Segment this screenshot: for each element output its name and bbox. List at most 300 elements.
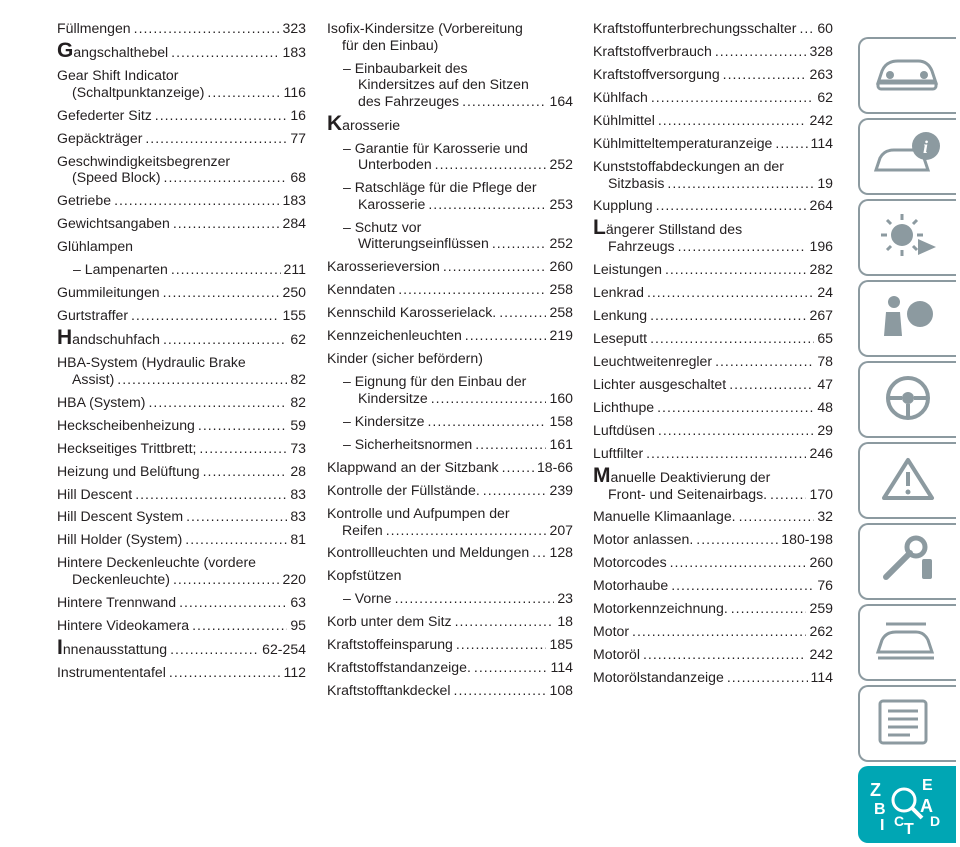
leader-dots [465, 327, 547, 344]
svg-text:T: T [904, 821, 914, 834]
index-entry-label: Gear Shift Indicator [57, 66, 179, 83]
page-number[interactable]: 18-66 [536, 458, 573, 475]
multimedia-tab[interactable] [858, 685, 956, 762]
index-entry-label: Front- und Seitenairbags. [608, 485, 768, 502]
leader-dots [199, 440, 287, 457]
index-entry-label: – Ratschläge für die Pflege der [343, 179, 537, 196]
index-entry-label: – Lampenarten [73, 261, 168, 278]
page-number[interactable]: 82 [290, 370, 306, 387]
index-entry[interactable] [327, 219, 573, 252]
index-entry-label: Karosserieversion [327, 258, 440, 275]
page-number[interactable]: 29 [817, 421, 833, 438]
svg-text:C: C [894, 813, 905, 829]
leader-dots [656, 197, 807, 214]
index-entry-label: nnenausstattung [62, 641, 168, 657]
page-number[interactable]: 220 [282, 571, 306, 588]
leader-dots [499, 304, 546, 321]
leader-dots [207, 84, 280, 101]
index-entry-label: Heckscheibenheizung [57, 416, 195, 433]
index-entry-label: Kindersitzes auf den Sitzen [358, 76, 529, 93]
index-entry[interactable] [57, 326, 306, 349]
page-number[interactable]: 183 [282, 192, 306, 209]
page-number[interactable]: 62 [817, 88, 833, 105]
index-entry[interactable] [327, 60, 573, 110]
index-entry[interactable] [593, 353, 833, 370]
index-entry[interactable] [593, 399, 833, 416]
leader-dots [670, 554, 807, 571]
index-entry[interactable] [57, 192, 306, 209]
leader-dots [502, 459, 534, 476]
index-entry[interactable] [57, 261, 306, 278]
page-number[interactable]: 170 [809, 485, 833, 502]
maintenance-tab[interactable] [858, 523, 956, 600]
page-number[interactable]: 28 [290, 462, 306, 479]
page-number[interactable]: 155 [282, 307, 306, 324]
list-icon [872, 697, 942, 747]
page-number[interactable]: 263 [809, 65, 833, 82]
page-number[interactable]: 60 [817, 20, 833, 36]
leader-dots [203, 463, 288, 480]
index-entry[interactable] [593, 646, 833, 663]
index-entry[interactable] [593, 376, 833, 393]
index-capital-letter: M [593, 463, 611, 487]
index-column-1 [57, 20, 306, 687]
leader-dots [678, 238, 807, 255]
index-column-2 [327, 20, 573, 705]
index-entry-label: Kraftstoffverbrauch [593, 42, 712, 59]
leader-dots [435, 156, 547, 173]
index-entry-label: Kunststoffabdeckungen an der [593, 157, 784, 174]
page-number[interactable]: 253 [549, 195, 573, 212]
page-number[interactable]: 95 [290, 617, 306, 634]
index-entry[interactable] [593, 422, 833, 439]
leader-dots [650, 307, 806, 324]
index-column-3 [593, 20, 833, 692]
index-entry[interactable] [593, 197, 833, 214]
index-entry-label: Luftfilter [593, 444, 644, 461]
index-entry-label: Instrumententafel [57, 663, 166, 680]
page-number[interactable]: 259 [809, 600, 833, 617]
index-entry-label: Gepäckträger [57, 129, 143, 146]
leader-dots [164, 169, 288, 186]
index-entry[interactable] [593, 135, 833, 152]
leader-dots [173, 571, 280, 588]
index-entry[interactable] [327, 258, 573, 275]
index-entry-label: (Speed Block) [72, 169, 161, 186]
index-entry-label: Hintere Deckenleuchte (vordere [57, 554, 256, 571]
leader-dots [532, 544, 546, 561]
index-entry[interactable] [327, 373, 573, 406]
page-number[interactable]: 114 [810, 669, 833, 686]
index-entry[interactable] [327, 682, 573, 699]
page-number[interactable]: 32 [817, 508, 833, 525]
index-capital-letter: K [327, 111, 343, 135]
index-capital-letter: L [593, 216, 606, 240]
warning-tab[interactable] [858, 442, 956, 519]
index-entry[interactable] [593, 463, 833, 502]
info-tab[interactable] [858, 118, 956, 195]
svg-text:Z: Z [870, 780, 881, 800]
index-entry[interactable] [593, 261, 833, 278]
index-entry-label: Kontrollleuchten und Meldungen [327, 544, 530, 561]
page-number[interactable]: 76 [817, 577, 833, 594]
lights-tab[interactable] [858, 199, 956, 276]
index-entry[interactable] [327, 413, 573, 430]
index-entry-label: Luftdüsen [593, 421, 655, 438]
page-number[interactable]: 252 [549, 235, 573, 252]
page-number[interactable]: 68 [290, 169, 306, 186]
index-entry-label: Motorkennzeichnung. [593, 600, 728, 617]
index-entry[interactable] [57, 594, 306, 611]
page-number[interactable]: 78 [817, 352, 833, 369]
index-entry[interactable] [327, 179, 573, 212]
index-entry[interactable] [57, 238, 306, 255]
index-entry-label: Kenndaten [327, 281, 396, 298]
page-number[interactable]: 108 [549, 682, 573, 699]
index-entry[interactable] [327, 281, 573, 298]
index-entry-label: angschalthebel [73, 43, 169, 60]
index-entry[interactable] [57, 67, 306, 100]
index-entry-label: Leseputt [593, 330, 648, 346]
index-entry-label: – Eignung für den Einbau der [343, 373, 527, 390]
leader-dots [117, 371, 287, 388]
index-entry[interactable] [327, 140, 573, 173]
index-entry[interactable] [593, 531, 833, 548]
technical-data-tab[interactable] [858, 604, 956, 681]
leader-dots [492, 235, 547, 252]
info-car-icon [872, 130, 942, 180]
page-number[interactable]: 63 [290, 594, 306, 611]
airbag-icon [872, 292, 942, 342]
index-entry-label: Motorölstandanzeige [593, 669, 724, 686]
leader-dots [651, 89, 814, 106]
svg-text:E: E [922, 777, 933, 794]
index-entry[interactable] [327, 111, 573, 135]
page-number[interactable]: 260 [809, 554, 833, 571]
index-entry[interactable] [327, 659, 573, 676]
index-entry-label: – Garantie für Karosserie und [343, 139, 528, 156]
light-bulb-icon [872, 211, 942, 261]
index-entry-label: Fahrzeugs [608, 238, 675, 255]
leader-dots [185, 531, 287, 548]
leader-dots [427, 413, 546, 430]
leader-dots [671, 577, 814, 594]
index-entry-label: Deckenleuchte) [72, 571, 170, 588]
page-number[interactable]: 239 [549, 481, 573, 498]
index-entry[interactable] [57, 307, 306, 324]
index-entry[interactable] [327, 482, 573, 499]
index-entry[interactable] [593, 600, 833, 617]
page-number[interactable]: 73 [290, 439, 306, 456]
index-capital-letter: G [57, 38, 74, 62]
index-entry-label: Kupplung [593, 197, 653, 214]
leader-dots [474, 659, 548, 676]
index-entry[interactable] [593, 43, 833, 60]
leader-dots [647, 284, 814, 301]
index-entry[interactable] [593, 89, 833, 106]
index-entry-label: Kühlmitteltemperaturanzeige [593, 134, 773, 151]
index-entry[interactable] [327, 505, 573, 538]
page-number[interactable]: 185 [549, 636, 573, 653]
page-number[interactable]: 81 [290, 531, 306, 548]
page-number[interactable]: 47 [817, 375, 833, 392]
index-entry[interactable] [593, 158, 833, 191]
index-entry-label: Kinder (sicher befördern) [327, 350, 483, 367]
leader-dots [386, 522, 547, 539]
page-number[interactable]: 62-254 [262, 641, 306, 657]
index-entry[interactable] [593, 216, 833, 255]
steering-tab[interactable] [858, 361, 956, 438]
page-number[interactable]: 114 [550, 659, 573, 676]
index-entry-label: Geschwindigkeitsbegrenzer [57, 152, 231, 169]
page-number[interactable]: 196 [809, 238, 833, 255]
index-entry[interactable] [57, 508, 306, 525]
page-number[interactable]: 62 [290, 331, 306, 347]
page-number[interactable]: 160 [549, 389, 573, 406]
page-number[interactable]: 264 [809, 197, 833, 214]
index-entry[interactable] [593, 508, 833, 525]
index-entry-label: (Schaltpunktanzeige) [72, 83, 205, 100]
page-number[interactable]: 128 [549, 544, 573, 561]
index-entry-label: Kraftstofftankdeckel [327, 682, 451, 699]
leader-dots [632, 623, 806, 640]
page-number[interactable]: 18 [557, 613, 573, 630]
leader-dots [462, 93, 546, 110]
index-entry-label: Lenkung [593, 307, 648, 324]
index-entry[interactable] [57, 215, 306, 232]
index-entry-label: anuelle Deaktivierung der [610, 468, 771, 485]
index-entry[interactable] [57, 130, 306, 147]
index-tab[interactable] [858, 766, 956, 843]
index-entry-label: HBA (System) [57, 393, 146, 410]
index-entry-label: Kühlfach [593, 88, 648, 105]
index-entry-label: Lichthupe [593, 398, 655, 415]
page-number[interactable]: 328 [809, 42, 833, 59]
index-entry-label: Hill Descent [57, 485, 133, 502]
page-number[interactable]: 59 [290, 416, 306, 433]
leader-dots [198, 417, 287, 434]
index-entry[interactable] [327, 567, 573, 584]
leader-dots [145, 130, 287, 147]
dashboard-tab[interactable] [858, 37, 956, 114]
index-entry-label: Motor anlassen. [593, 531, 694, 548]
page-number[interactable]: 16 [290, 106, 306, 123]
page-number[interactable]: 116 [283, 83, 306, 100]
index-entry[interactable] [57, 440, 306, 457]
index-entry-label: des Fahrzeuges [358, 92, 460, 109]
page-number[interactable]: 284 [282, 215, 306, 232]
index-entry[interactable] [327, 590, 573, 607]
index-entry-label: Kühlmittel [593, 111, 655, 128]
leader-dots [169, 664, 281, 681]
page-number[interactable]: 48 [817, 398, 833, 415]
leader-dots [665, 261, 807, 278]
leader-dots [454, 682, 547, 699]
page-number[interactable]: 207 [549, 521, 573, 538]
leader-dots [727, 669, 808, 686]
index-entry-label: Kraftstoffstandanzeige. [327, 659, 471, 676]
page-number[interactable]: 267 [809, 307, 833, 324]
index-entry[interactable] [593, 66, 833, 83]
index-entry-label: Hintere Videokamera [57, 617, 190, 634]
svg-text:I: I [880, 817, 885, 834]
leader-dots [696, 531, 778, 548]
leader-dots [775, 135, 807, 152]
index-entry[interactable] [593, 330, 833, 347]
page-number[interactable]: 161 [549, 435, 573, 452]
leader-dots [179, 594, 287, 611]
page-number[interactable]: 180-198 [781, 531, 833, 548]
page-number[interactable]: 114 [810, 134, 833, 151]
page-number[interactable]: 83 [290, 508, 306, 525]
leader-dots [395, 590, 555, 607]
leader-dots [163, 331, 287, 348]
page-number[interactable]: 65 [817, 330, 833, 346]
index-entry[interactable] [57, 107, 306, 124]
page-number[interactable]: 164 [549, 92, 573, 109]
index-entry[interactable] [57, 636, 306, 659]
page-number[interactable]: 77 [290, 129, 306, 146]
index-capital-letter: H [57, 326, 73, 349]
index-entry[interactable] [57, 417, 306, 434]
index-entry-label: ängerer Stillstand des [605, 221, 743, 238]
index-entry[interactable] [57, 284, 306, 301]
index-entry[interactable] [593, 307, 833, 324]
index-entry[interactable] [57, 664, 306, 681]
index-entry[interactable] [593, 669, 833, 686]
index-entry-label: Hintere Trennwand [57, 594, 177, 611]
leader-dots [114, 192, 279, 209]
index-entry[interactable] [593, 20, 833, 37]
page-number[interactable]: 323 [282, 20, 306, 36]
index-entry[interactable] [593, 554, 833, 571]
index-entry-label: – Einbaubarkeit des [343, 59, 468, 76]
index-entry[interactable] [57, 463, 306, 480]
page-number[interactable]: 246 [809, 444, 833, 461]
leader-dots [149, 394, 288, 411]
chapter-sidebar [858, 37, 960, 847]
svg-text:D: D [930, 813, 941, 829]
page-number[interactable]: 262 [809, 623, 833, 640]
leader-dots [475, 436, 546, 453]
page-number[interactable]: 183 [282, 43, 306, 60]
leader-dots [173, 215, 280, 232]
page-number[interactable]: 158 [549, 412, 573, 429]
page-number[interactable]: 258 [549, 304, 573, 321]
leader-dots [398, 281, 546, 298]
page-number[interactable]: 24 [817, 284, 833, 301]
index-entry[interactable] [593, 284, 833, 301]
index-entry-label: HBA-System (Hydraulic Brake [57, 353, 246, 370]
index-entry[interactable] [593, 445, 833, 462]
leader-dots [163, 284, 280, 301]
leader-dots [667, 175, 814, 192]
index-entry[interactable] [57, 38, 306, 62]
index-letters-icon [866, 774, 946, 834]
index-entry[interactable] [57, 394, 306, 411]
page-number[interactable]: 250 [282, 284, 306, 301]
index-entry-label: arosserie [342, 116, 401, 133]
index-entry[interactable] [327, 613, 573, 630]
page-number[interactable]: 260 [549, 258, 573, 275]
index-entry[interactable] [57, 531, 306, 548]
page-number[interactable]: 82 [290, 393, 306, 410]
index-entry[interactable] [327, 20, 573, 53]
index-entry[interactable] [57, 554, 306, 587]
leader-dots [428, 196, 546, 213]
index-entry-label: Kindersitze [358, 389, 428, 406]
page-number[interactable]: 19 [817, 174, 833, 191]
index-entry[interactable] [57, 153, 306, 186]
index-entry[interactable] [57, 486, 306, 503]
leader-dots [657, 399, 814, 416]
page-number[interactable]: 112 [283, 663, 306, 680]
index-entry[interactable] [593, 112, 833, 129]
index-entry-label: Gewichtsangaben [57, 215, 170, 232]
page-number[interactable]: 211 [283, 261, 306, 278]
index-entry-label: Manuelle Klimaanlage. [593, 508, 736, 525]
leader-dots [658, 112, 807, 129]
index-entry-label: Isofix-Kindersitze (Vorbereitung [327, 20, 523, 36]
index-entry-label: Unterboden [358, 156, 432, 173]
index-entry-label: Klappwand an der Sitzbank [327, 458, 499, 475]
index-entry-label: Leuchtweitenregler [593, 352, 713, 369]
index-entry-label: Korb unter dem Sitz [327, 613, 452, 630]
leader-dots [729, 376, 814, 393]
leader-dots [171, 261, 281, 278]
page-number[interactable]: 83 [290, 485, 306, 502]
index-entry-label: Kontrolle und Aufpumpen der [327, 504, 510, 521]
index-entry[interactable] [327, 636, 573, 653]
index-entry-label: Gummileitungen [57, 284, 160, 301]
index-entry[interactable] [593, 623, 833, 640]
leader-dots [192, 617, 287, 634]
index-entry-label: Motorcodes [593, 554, 667, 571]
page-number[interactable]: 258 [549, 281, 573, 298]
page-number[interactable]: 242 [809, 111, 833, 128]
index-entry[interactable] [593, 577, 833, 594]
index-entry[interactable] [327, 544, 573, 561]
page-number[interactable]: 242 [809, 646, 833, 663]
leader-dots [455, 613, 555, 630]
index-entry[interactable] [327, 350, 573, 367]
index-entry[interactable] [327, 459, 573, 476]
car-icon [872, 49, 942, 99]
index-entry-label: – Schutz vor [343, 218, 422, 235]
index-entry-label: Karosserie [358, 195, 426, 212]
safety-tab[interactable] [858, 280, 956, 357]
leader-dots [799, 20, 814, 37]
index-entry[interactable] [327, 327, 573, 344]
index-entry[interactable] [57, 354, 306, 387]
index-entry-label: Motorhaube [593, 577, 669, 594]
page-number[interactable]: 219 [549, 327, 573, 344]
index-entry-label: Heizung und Belüftung [57, 462, 200, 479]
index-entry-label: – Sicherheitsnormen [343, 435, 473, 452]
page-number[interactable]: 252 [549, 156, 573, 173]
page-number[interactable]: 282 [809, 261, 833, 278]
leader-dots [731, 600, 807, 617]
page-number[interactable]: 23 [557, 590, 573, 607]
svg-text:A: A [920, 796, 933, 816]
index-entry-label: Lenkrad [593, 284, 644, 301]
index-entry[interactable] [327, 304, 573, 321]
index-entry-label: Kopfstützen [327, 567, 402, 584]
index-entry[interactable] [57, 617, 306, 634]
index-entry[interactable] [327, 436, 573, 453]
index-entry-label: Glühlampen [57, 238, 133, 255]
index-entry[interactable] [57, 20, 306, 37]
